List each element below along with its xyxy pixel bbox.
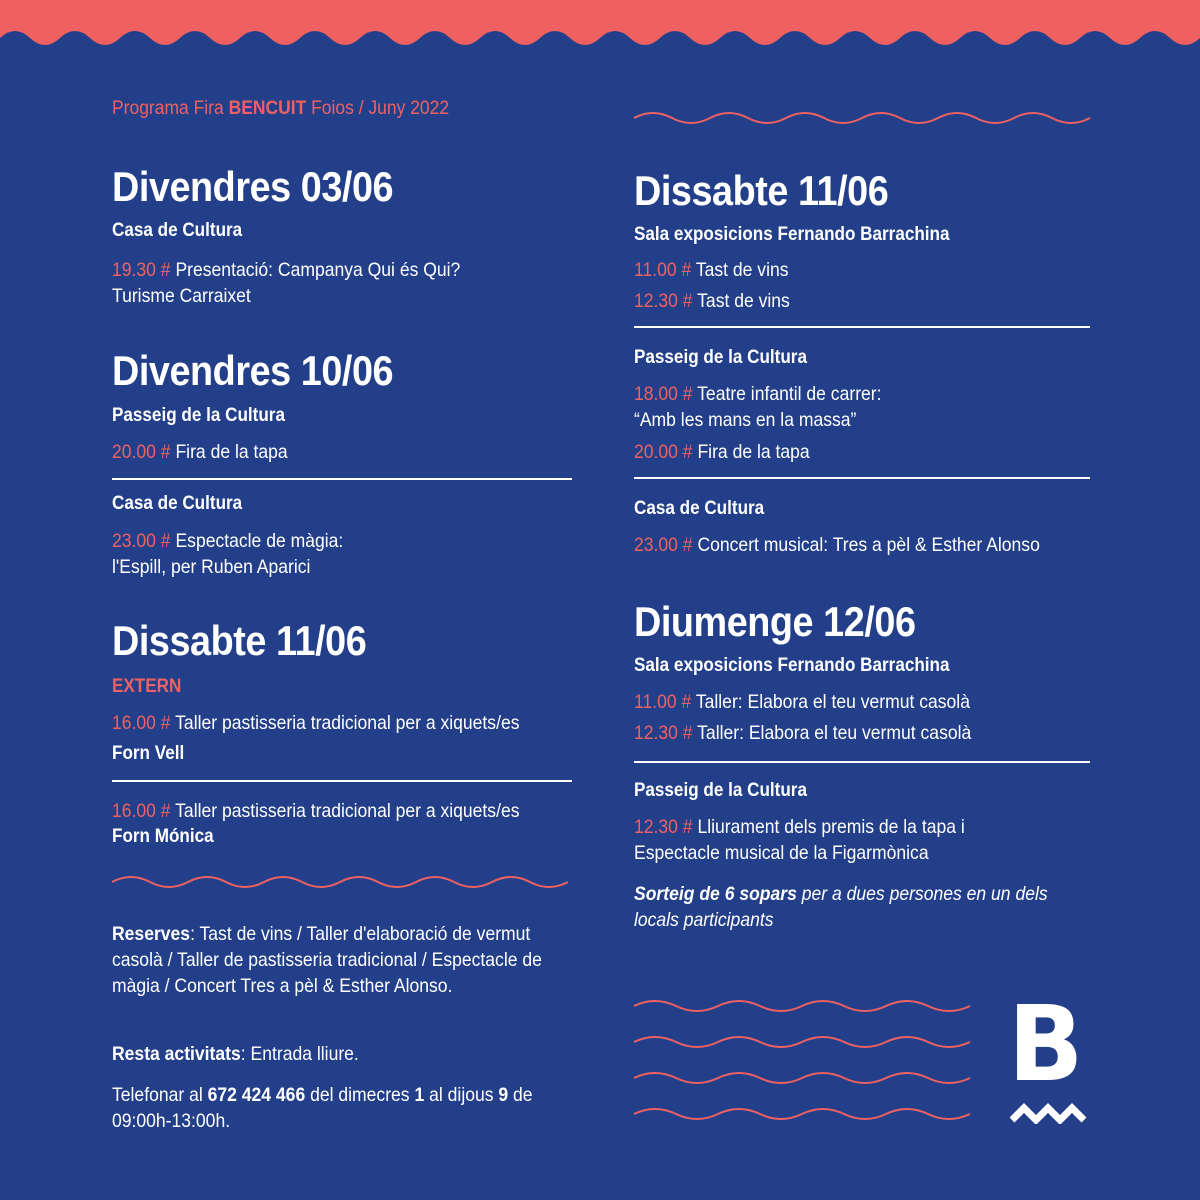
phone-number: 672 424 466: [207, 1084, 306, 1106]
bencuit-logo: [1008, 983, 1088, 1134]
event-item: 23.00 # Espectacle de màgia: l'Espill, per Ruben Aparici: [112, 530, 344, 578]
program-header: Programa Fira BENCUIT Foios / Juny 2022: [112, 98, 450, 119]
venue-passeig-cultura: Passeig de la Cultura: [112, 405, 285, 426]
divider: [634, 761, 1090, 763]
wave-divider: [634, 108, 1098, 128]
event-item: 20.00 # Fira de la tapa: [634, 441, 810, 463]
sorteig-note: Sorteig de 6 sopars per a dues persones en un dels locals participants: [634, 883, 1048, 931]
reserves-info: Reserves: Tast de vins / Taller d'elaboració de vermut casolà / Taller de pastisseria tradicional / Espectacle de màgia / Concert Tres a pèl & Esther Alonso.: [112, 923, 542, 997]
logo-zigzag-icon: [1010, 1102, 1088, 1124]
event-item: 11.00 # Tast de vins: [634, 259, 789, 281]
divider: [112, 780, 572, 782]
logo-letter: B: [1008, 983, 1084, 1105]
venue-passeig-cultura: Passeig de la Cultura: [634, 780, 807, 801]
venue-casa-cultura: Casa de Cultura: [112, 493, 243, 514]
day-title-diumenge-12: Diumenge 12/06: [634, 598, 916, 645]
venue-forn-vell: Forn Vell: [112, 743, 185, 764]
venue-forn-monica: Forn Mónica: [112, 826, 214, 847]
event-item: 23.00 # Concert musical: Tres a pèl & Esther Alonso: [634, 534, 1040, 556]
divider: [634, 326, 1090, 328]
event-item: 12.30 # Taller: Elabora el teu vermut casolà: [634, 722, 972, 744]
divider: [112, 478, 572, 480]
wave-pattern: [634, 996, 986, 1126]
venue-casa-cultura: Casa de Cultura: [112, 220, 243, 241]
top-wave-band: [0, 0, 1200, 60]
day-title-dissabte-11: Dissabte 11/06: [112, 617, 367, 664]
event-item: 19.30 # Presentació: Campanya Qui és Qui? Turisme Carraixet: [112, 259, 461, 307]
venue-sala-exposicions: Sala exposicions Fernando Barrachina: [634, 224, 950, 245]
venue-casa-cultura: Casa de Cultura: [634, 498, 765, 519]
resta-info: Resta activitats: Entrada lliure.: [112, 1043, 359, 1065]
venue-passeig-cultura: Passeig de la Cultura: [634, 347, 807, 368]
event-item: 12.30 # Lliurament dels premis de la tapa i Espectacle musical de la Figarmònica: [634, 816, 965, 864]
venue-sala-exposicions: Sala exposicions Fernando Barrachina: [634, 655, 950, 676]
event-item: 20.00 # Fira de la tapa: [112, 441, 288, 463]
day-title-divendres-03: Divendres 03/06: [112, 163, 394, 210]
extern-tag: EXTERN: [112, 676, 182, 697]
wave-divider: [112, 872, 572, 892]
divider: [634, 477, 1090, 479]
event-item: 11.00 # Taller: Elabora el teu vermut casolà: [634, 691, 970, 713]
event-item: 18.00 # Teatre infantil de carrer: “Amb les mans en la massa”: [634, 383, 882, 431]
day-title-divendres-10: Divendres 10/06: [112, 347, 394, 394]
day-title-dissabte-11: Dissabte 11/06: [634, 167, 889, 214]
phone-info: Telefonar al 672 424 466 del dimecres 1 al dijous 9 de 09:00h-13:00h.: [112, 1084, 533, 1132]
event-item: 16.00 # Taller pastisseria tradicional per a xiquets/es: [112, 800, 520, 822]
event-item: 16.00 # Taller pastisseria tradicional per a xiquets/es: [112, 712, 520, 734]
event-item: 12.30 # Tast de vins: [634, 290, 790, 312]
